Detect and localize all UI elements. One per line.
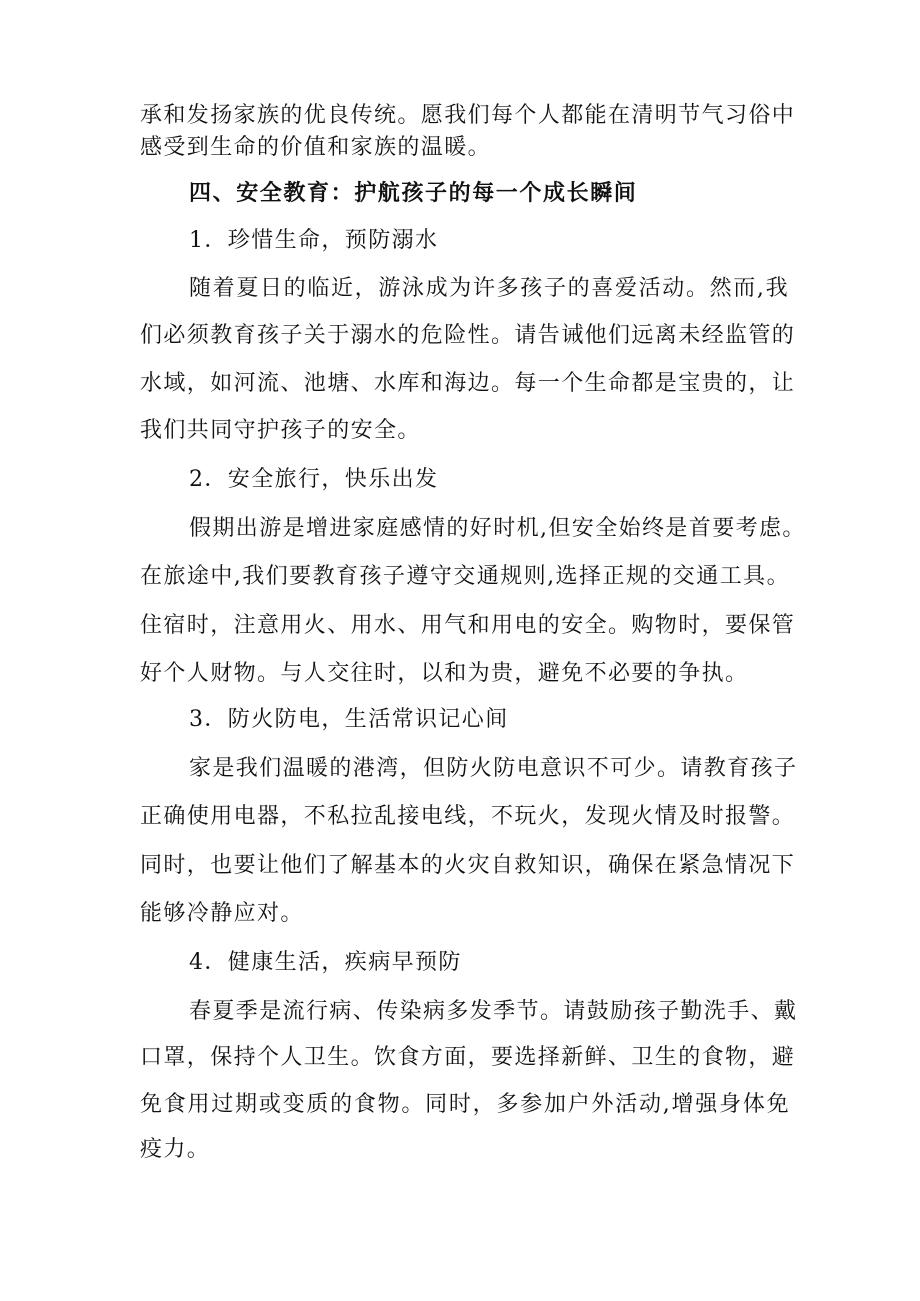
item-1-line-1: 随着夏日的临近，游泳成为许多孩子的喜爱活动。然而,我 [189,276,789,301]
section-heading: 四、安全教育：护航孩子的每一个成长瞬间 [189,180,638,206]
item-4-title: 4．健康生活，疾病早预防 [189,950,462,975]
item-2-line-1: 假期出游是增进家庭感情的好时机,但安全始终是首要考虑。 [189,516,806,541]
item-4-line-1: 春夏季是流行病、传染病多发季节。请鼓励孩子勤洗手、戴 [189,999,798,1024]
item-4-line-2: 口罩，保持个人卫生。饮食方面，要选择新鲜、卫生的食物，避 [140,1045,796,1070]
item-3-line-1: 家是我们温暖的港湾，但防火防电意识不可少。请教育孩子 [189,756,798,781]
item-4-line-4: 疫力。 [140,1137,211,1162]
intro-line-1: 承和发扬家族的优良传统。愿我们每个人都能在清明节气习俗中 [140,103,796,128]
intro-line-2: 感受到生命的价值和家族的温暖。 [140,135,492,160]
item-1-line-3: 水域，如河流、池塘、水库和海边。每一个生命都是宝贵的，让 [140,371,796,396]
item-1-line-4: 我们共同守护孩子的安全。 [140,418,421,443]
item-3-line-4: 能够冷静应对。 [140,901,304,926]
item-2-line-3: 住宿时，注意用火、用水、用气和用电的安全。购物时，要保管 [140,613,796,638]
item-3-title: 3．防火防电，生活常识记心间 [189,707,509,732]
item-2-line-4: 好个人财物。与人交往时，以和为贵，避免不必要的争执。 [140,661,749,686]
item-4-line-3: 免食用过期或变质的食物。同时，多参加户外活动,增强身体免 [140,1092,790,1117]
item-2-line-2: 在旅途中,我们要教育孩子遵守交通规则,选择正规的交通工具。 [140,564,790,589]
item-2-title: 2．安全旅行，快乐出发 [189,467,439,492]
item-3-line-2: 正确使用电器，不私拉乱接电线，不玩火，发现火情及时报警。 [140,804,796,829]
item-3-line-3: 同时，也要让他们了解基本的火灾自救知识，确保在紧急情况下 [140,853,796,878]
item-1-title: 1．珍惜生命，预防溺水 [189,228,439,253]
item-1-line-2: 们必须教育孩子关于溺水的危险性。请告诫他们远离未经监管的 [140,323,796,348]
